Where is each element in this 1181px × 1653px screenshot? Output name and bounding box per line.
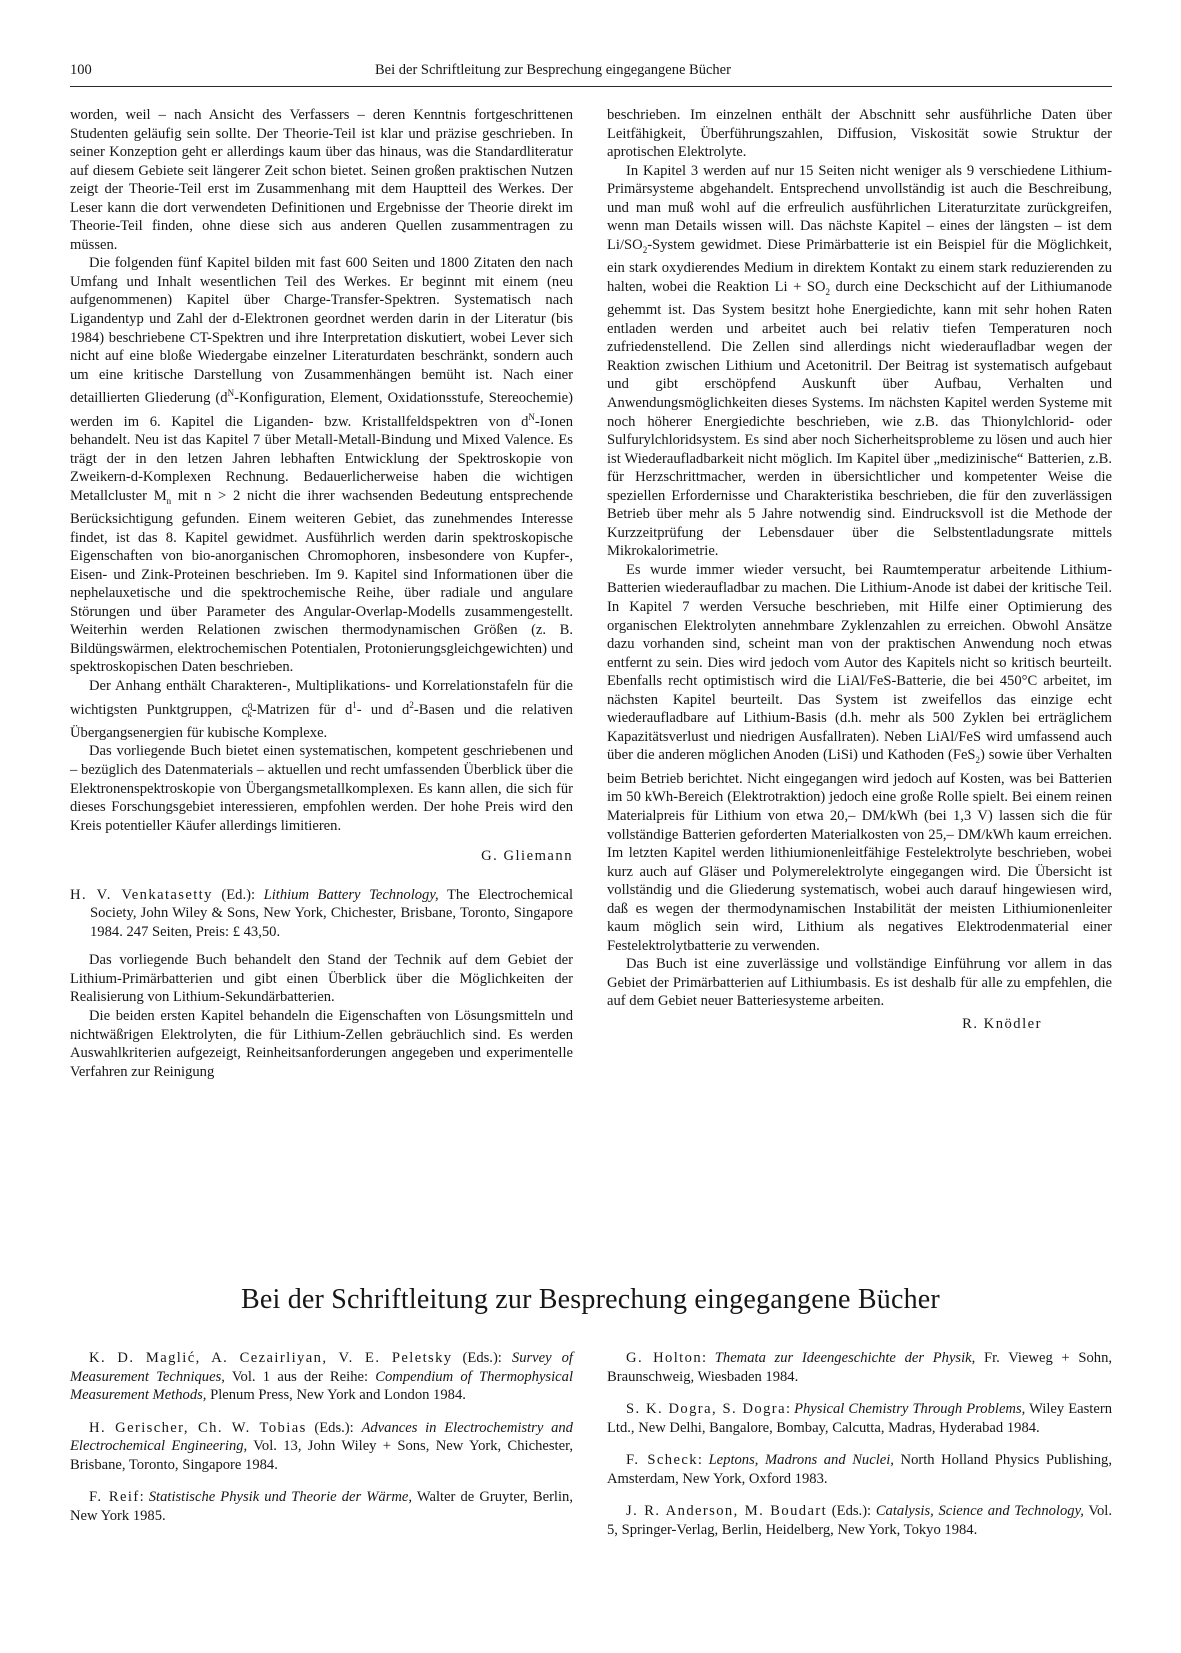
review2-paragraph-2-continued: beschrieben. Im einzelnen enthält der Abschnitt sehr ausführliche Daten über Leitfähigkeit, Überführungszahlen, Diffusion, Viskosität sowie Struktur der aprotischen Elektrolyte. [607,107,1112,161]
header-rule [70,86,1112,87]
list-item: H. Gerischer, Ch. W. Tobias (Eds.): Advances in Electrochemistry and Electrochemical Engineering, Vol. 13, John Wiley + Sons, New York, Chichester, Brisbane, Toronto, Singapore 1984. [70,1419,573,1473]
review2-paragraph-2: Die beiden ersten Kapitel behandeln die Eigenschaften von Lösungsmitteln und nichtwäßrigen Elektrolyten, die für Lithium-Zellen gebräuchlich sind. Es werden Auswahlkriterien aufgezeigt, Reinheitsanforderungen angegeben und experimentelle Verfahren zur Reinigung [70,1008,573,1080]
running-title: Bei der Schriftleitung zur Besprechung eingegangene Bücher [375,62,731,78]
review2-paragraph-4: Es wurde immer wieder versucht, bei Raumtemperatur arbeitende Lithium-Batterien wiederaufladbar zu machen. Die Lithium-Anode ist dabei der kritische Teil. In Kapitel 7 werden Versuche beschrieben, mit Hilfe einer Optimierung des organischen Elektrolyten annehmbare Zyklenzahlen zu erreichen. Obwohl Ansätze dazu vorhanden sind, scheint man von der praktischen Anwendung noch etwas entfernt zu sein. Dies wird jedoch vom Autor des Kapitels nicht so kritisch beurteilt. Ebenfalls recht optimistisch wird die LiAl/FeS-Batterie, die bei 450°C arbeitet, im nächsten Kapitel beurteilt. Das System ist zweifellos das einzige echt wiederaufladbare auf Lithium-Basis (d.h. mehr als 500 Zyklen bei erträglichem Kapazitätsverlust und niedrigen Ausfallraten). Neben LiAl/FeS wird umfassend auch über die anderen möglichen Anoden (LiSi) und Kathoden (FeS$_2$) sowie über Verhalten beim Betrieb berichtet. Nicht eingegangen wird jedoch auf Kosten, was bei Batterien im 50 kWh-Bereich (Elektrotraktion) jedoch eine große Rolle spielt. Bei einem reinen Materialpreis für Lithium von etwa 20,– DM/kWh (bei 1,3 V) lassen sich die für vollständige Batterien geforderten Materialkosten von 25,– DM/kWh kaum erreichen. Im letzten Kapitel werden lithiumionenleitfähige Festelektrolyte beschrieben, wobei kurz auch auf Gläser und Polymerelektrolyte eingegangen wird. Die Übersicht ist vollständig und die Gliederung systematisch, wobei auch darauf hingewiesen wird, daß es wegen der thermodynamischen Instabilität der meisten Lithiumionenleiter kaum möglich sein wird, Lithium als negatives Elektrodenmaterial einer Festelektrolytbatterie zu verwenden. [607,561,1112,954]
review2-signature: R. Knödler [962,1015,1042,1032]
list-item: K. D. Maglić, A. Cezairliyan, V. E. Peletsky (Eds.): Survey of Measurement Techniques, Vol. 1 aus der Reihe: Compendium of Thermophysical Measurement Methods, Plenum Press, New York and London 1984. [70,1350,573,1404]
page-number: 100 [70,62,92,78]
review2-paragraph-3: In Kapitel 3 werden auf nur 15 Seiten nicht weniger als 9 verschiedene Lithium-Primärsysteme abgehandelt. Entsprechend unvollständig ist auch die Beschreibung, und man muß wohl auf die erfreulich ausführlichen Literaturzitate zurückgreifen, wenn man Details wissen will. Das nächste Kapitel – eines der längsten – ist dem $Li/SO_2$-System gewidmet. Diese Primärbatterie ist ein Beispiel für die Möglichkeit, ein stark oxydierendes Medium in direktem Kontakt zu einem stark reduzierenden zu halten, wobei die Reaktion $Li + SO_2$ durch eine Deckschicht auf der Lithiumanode gehemmt ist. Das System besitzt hohe Energiedichte, kann mit sehr hohen Raten entladen werden und arbeitet auch bei relativ tiefen Temperaturen noch zufriedenstellend. Die Zellen sind allerdings nicht wiederaufladbar wegen der Reaktion zwischen Lithium und Acetonitril. Der Beitrag ist systematisch aufgebaut und gibt erschöpfend Auskunft über Aufbau, Verhalten und Anwendungsmöglichkeiten dieses Systems. Im nächsten Kapitel werden Systeme mit noch höherer Energiedichte beschrieben, wie z.B. das Thionylchlorid- oder Sulfurylchloridsystem. Es sind aber noch Sicherheitsprobleme zu lösen und auch hier ist Wiederaufladbarkeit nicht möglich. Im Kapitel über „medizinische“ Batterien, z.B. für Herzschrittmacher, werden in übersichtlicher und kompetenter Weise die speziellen Erfordernisse und Charakteristika beschrieben, die für den zuverlässigen Betrieb über mehr als 5 Jahre notwendig sind. Eindrucksvoll ist die Methode der Kurzzeitprüfung der Lebensdauer über die Selbstentladungsrate mittels Mikrokalorimetrie. [607,162,1112,560]
list-item: J. R. Anderson, M. Boudart (Eds.): Catalysis, Science and Technology, Vol. 5, Springer-Verlag, Berlin, Heidelberg, New York, Tokyo 1984. [607,1503,1112,1538]
review2-paragraph-5: Das Buch ist eine zuverlässige und vollständige Einführung vor allem in das Gebiet der Primärbatterien auf Lithiumbasis. Es ist deshalb für alle zu empfehlen, die auf dem Gebiet neuer Batteriesysteme arbeiten. [607,956,1112,1010]
review1-paragraph-3: Der Anhang enthält Charakteren-, Multiplikations- und Korrelationstafeln für die wichtigsten Punktgruppen, $c^q_k$-Matrizen für $d^1-$ und $d^2$-Basen und die relativen Übergangsenergien für kubische Komplexe. [70,678,573,741]
received-books-left [70,1349,573,1539]
section-title: Bei der Schriftleitung zur Besprechung eingegangene Bücher [241,1284,940,1315]
list-item: F. Reif: Statistische Physik und Theorie der Wärme, Walter de Gruyter, Berlin, New York 1985. [70,1489,573,1524]
list-item: S. K. Dogra, S. Dogra: Physical Chemistry Through Problems, Wiley Eastern Ltd., New Delhi, Bangalore, Bombay, Calcutta, Madras, Hyderabad 1984. [607,1401,1112,1436]
list-item: F. Scheck: Leptons, Madrons and Nuclei, North Holland Physics Publishing, Amsterdam, New York, Oxford 1983. [607,1452,1113,1487]
list-item: G. Holton: Themata zur Ideengeschichte der Physik, Fr. Vieweg + Sohn, Braunschweig, Wiesbaden 1984. [607,1350,1113,1385]
right-column [607,106,1112,1034]
received-books-right [607,1349,1112,1553]
left-column [70,106,573,1081]
review1-paragraph-1: worden, weil – nach Ansicht des Verfassers – deren Kenntnis fortgeschrittenen Studenten geläufig sein sollte. Der Theorie-Teil ist klar und präzise geschrieben. In seiner Konzeption geht er allerdings kaum über das hinaus, was die Standardliteratur auf diesem Gebiete seit längerer Zeit schon bietet. Seinen großen praktischen Nutzen zeigt der Theorie-Teil erst im Zusammenhang mit dem Hauptteil des Werkes. Der Leser kann die dort verwendeten Definitionen und Ergebnisse der Theorie direkt im Theorie-Teil finden, ohne diese sich aus anderen Quellen zusammentragen zu müssen. [70,107,573,253]
review1-paragraph-4: Das vorliegende Buch bietet einen systematischen, kompetent geschriebenen und – bezüglich des Datenmaterials – aktuellen und recht umfassenden Überblick über die Elektronenspektroskopie von Übergangsmetallkomplexen. Es kann allen, die sich für dieses Forschungsgebiet interessieren, empfohlen werden. Der hohe Preis wird den Kreis potentieller Käufer allerdings limitieren. [70,743,573,834]
review2-bibliographic-entry: H. V. Venkatasetty (Ed.): Lithium Battery Technology, The Electrochemical Society, John Wiley & Sons, New York, Chichester, Brisbane, Toronto, Singapore 1984. 247 Seiten, Preis: £ 43,50. [70,886,574,940]
review1-paragraph-2: Die folgenden fünf Kapitel bilden mit fast 600 Seiten und 1800 Zitaten den nach Umfang und Inhalt wesentlichen Teil des Werkes. Er beginnt mit einem (neu aufgenommenen) Kapitel über Charge-Transfer-Spektren. Systematisch nach Ligandentyp und Zahl der d-Elektronen geordnet werden darin in der Literatur (bis 1984) beschriebene CT-Spektren und ihre Interpretation diskutiert, wobei Lever sich nicht auf eine bloße Wiedergabe einzelner Literaturdaten beschränkt, sondern auch um eine kritische Darstellung von Zusammenhängen bemüht ist. Nach einer detaillierten Gliederung ($d^N$-Konfiguration, Element, Oxidationsstufe, Stereochemie) werden im 6. Kapitel die Liganden- bzw. Kristallfeldspektren von $d^N$-Ionen behandelt. Neu ist das Kapitel 7 über Metall-Metall-Bindung und Mixed Valence. Es trägt der in den letzen Jahren lebhaften Entwicklung der Spektroskopie von Zweikern-d-Komplexen Rechnung. Bedauerlicherweise haben die wichtigen Metallcluster $M_n$ mit n > 2 nicht die ihrer wachsenden Bedeutung entsprechende Berücksichtigung gefunden. Einem weiteren Gebiet, das zunehmendes Interesse findet, ist das 8. Kapitel gewidmet. Ausführlich werden darin spektroskopische Eigenschaften von bio-anorganischen Chromophoren, insbesondere von Kupfer-, Eisen- und Zink-Proteinen beschrieben. Im 9. Kapitel sind Informationen über die nephelauxetische und die spektrochemische Reihe, über radiale und angulare Störungen und über Parameter des Angular-Overlap-Modells zusammengestellt. Weiterhin werden Relationen zwischen thermodynamischen Größen (z. B. Bildüngswärmen, elektrochemischen Potentialen, Protonierungsgleichgewichten) und spektroskopischen Daten beschrieben. [70,255,573,676]
review2-paragraph-1: Das vorliegende Buch behandelt den Stand der Technik auf dem Gebiet der Lithium-Primärbatterien und gibt einen Überblick über die Möglichkeiten der Realisierung von Lithium-Sekundärbatterien. [70,952,573,1006]
review1-signature: G. Gliemann [481,848,573,865]
